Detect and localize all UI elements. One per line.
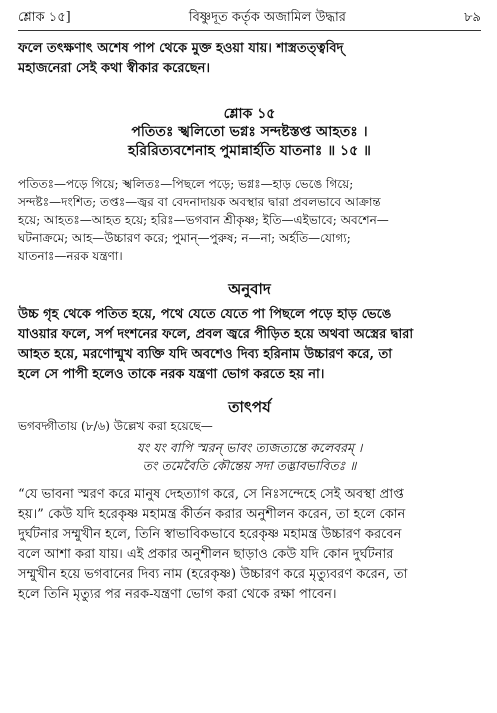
synonym-line: যাতনাঃ—নরক যন্ত্রণা। [18, 249, 123, 263]
translation-line: যাওয়ার ফলে, সর্প দংশনের ফলে, প্রবল জ্বরে পীড়িত হয়ে অথবা অস্ত্রের দ্বারা [18, 327, 414, 342]
purport-line: দুর্ঘটনার সম্মুখীন হলে, তিনি স্বাভাবিকভাবে হরেকৃষ্ণ মহামন্ত্র উচ্চারণ করবেন [18, 527, 402, 542]
header-chapter-title: বিষ্ণুদূত কর্তৃক অজামিল উদ্ধার [188, 10, 346, 25]
purport-heading: তাৎপর্য [228, 398, 271, 416]
translation-line: আহত হয়ে, মরণোন্মুখ ব্যক্তি যদি অবশেও দিব্য হরিনাম উচ্চারণ করে, তা [18, 347, 393, 362]
page-number: ৮৯ [464, 10, 481, 25]
intro-line: ফলে তৎক্ষণাৎ অশেষ পাপ থেকে মুক্ত হওয়া যায়। শাস্ত্রতত্ত্ববিদ্ [18, 41, 344, 56]
verse-title: শ্লোক ১৫ [223, 106, 276, 122]
translation-line: হলে সে পাপী হলেও তাকে নরক যন্ত্রণা ভোগ করতে হয় না। [18, 367, 325, 382]
synonyms-block [18, 175, 481, 265]
header-verse-ref: শ্লোক ১৫] [18, 10, 71, 25]
verse-line: পতিতঃ স্খলিতো ভগ্নঃ সন্দষ্টস্তপ্ত আহতঃ । [131, 124, 368, 140]
purport-line: “যে ভাবনা স্মরণ করে মানুষ দেহত্যাগ করে, সে নিঃসন্দেহে সেই অবস্থা প্রাপ্ত [18, 487, 404, 502]
synonym-line: সন্দষ্টঃ—দংশিত; তপ্তঃ—জ্বর বা বেদনাদায়ক অবস্থার দ্বারা প্রবলভাবে আক্রান্ত [18, 195, 381, 209]
synonym-line: হয়ে; আহতঃ—আহত হয়ে; হরিঃ—ভগবান শ্রীকৃষ্ণ; ইতি—এইভাবে; অবশেন— [18, 213, 389, 227]
purport-block [18, 397, 481, 605]
purport-line: বলে আশা করা যায়। এই প্রকার অনুশীলন ছাড়াও কেউ যদি কোন দুর্ঘটনার [18, 547, 394, 562]
gita-quote-line: তং তমেবৈতি কৌন্তেয় সদা তদ্ভাবভাবিতঃ ॥ [142, 458, 357, 473]
purport-line: হয়।” কেউ যদি হরেকৃষ্ণ মহামন্ত্র কীর্তন করার অনুশীলন করেন, তা হলে কোন [18, 507, 406, 522]
translation-line: উচ্চ গৃহ থেকে পতিত হয়ে, পথে যেতে যেতে পা পিছলে পড়ে হাড় ভেঙে [18, 307, 392, 322]
purport-line: সম্মুখীন হয়ে ভগবানের দিব্য নাম (হরেকৃষ্ণ) উচ্চারণ করে মৃত্যুবরণ করেন, তা [18, 567, 408, 582]
gita-quote-line: যং যং বাপি স্মরন্ ভাবং ত্যজত্যন্তে কলেবরম্ । [136, 440, 363, 455]
translation-heading: অনুবাদ [228, 280, 271, 298]
purport-reference: ভগবদ্গীতায় (৮/৬) উল্লেখ করা হয়েছে— [18, 419, 213, 433]
intro-line: মহাজনেরা সেই কথা স্বীকার করেছেন। [18, 61, 210, 76]
verse-block [18, 105, 481, 161]
intro-paragraph [18, 39, 481, 79]
synonym-line: পতিতঃ—পড়ে গিয়ে; স্খলিতঃ—পিছলে পড়ে; ভগ্নঃ—হাড় ভেঙে গিয়ে; [18, 177, 354, 191]
translation-block [18, 279, 481, 385]
verse-line: হরিরিত্যবশেনাহ পুমান্নার্হতি যাতনাঃ ॥ ১৫ ॥ [128, 143, 371, 159]
synonym-line: ঘটনাক্রমে; আহ—উচ্চারণ করে; পুমান্—পুরুষ; ন—না; অর্হতি—যোগ্য; [18, 231, 351, 245]
running-header [18, 8, 481, 31]
purport-line: হলে তিনি মৃত্যুর পর নরক-যন্ত্রণা ভোগ করা থেকে রক্ষা পাবেন। [18, 587, 337, 602]
